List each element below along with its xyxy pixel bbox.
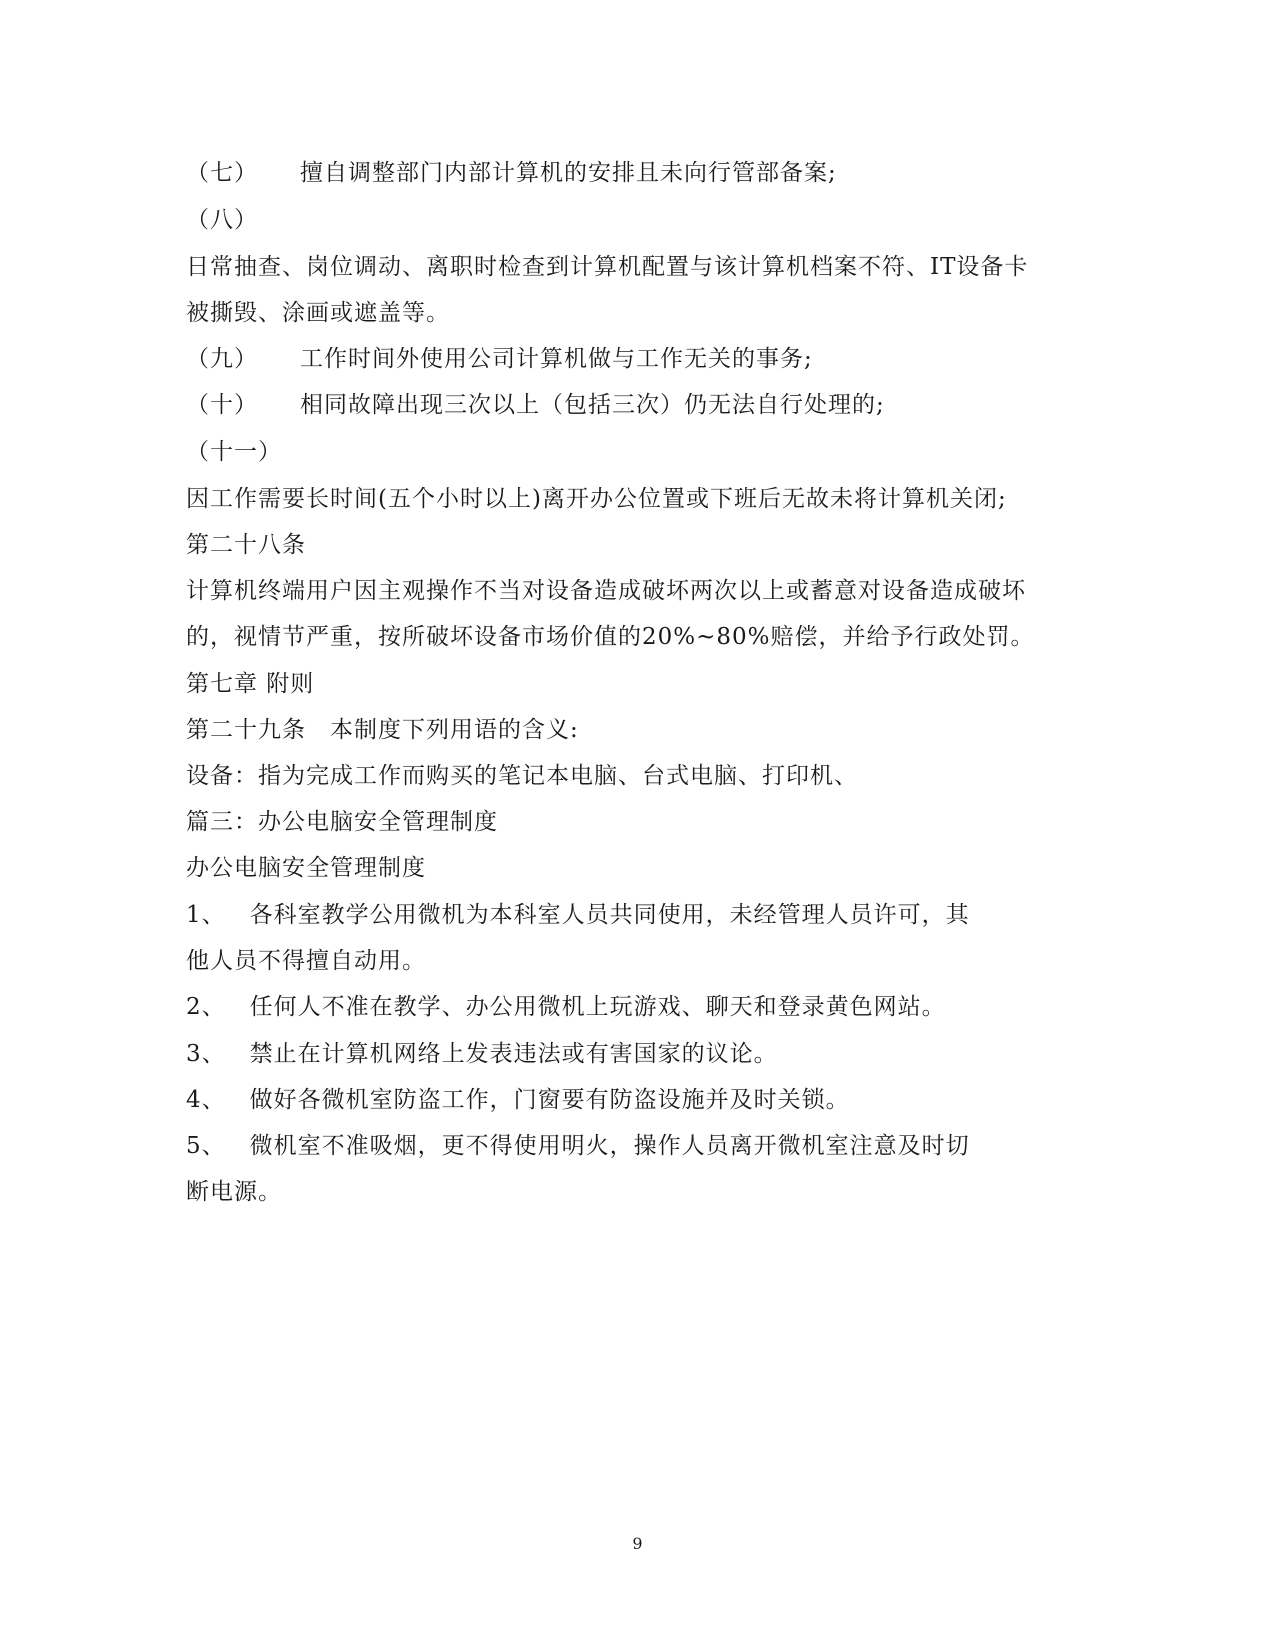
item-11-number: （十一） bbox=[186, 439, 282, 465]
item-10-number: （十） bbox=[186, 392, 258, 418]
article-28-heading: 第二十八条 bbox=[186, 532, 306, 558]
item-10-text: 相同故障出现三次以上（包括三次）仍无法自行处理的; bbox=[300, 392, 885, 418]
item-7-number: （七） bbox=[186, 160, 258, 186]
item-11-text: 因工作需要长时间(五个小时以上)离开办公位置或下班后无故未将计算机关闭; bbox=[186, 486, 1007, 512]
rule-5-number: 5、 bbox=[186, 1133, 226, 1159]
rule-2-text: 任何人不准在教学、办公用微机上玩游戏、聊天和登录黄色网站。 bbox=[249, 994, 946, 1020]
article-28-text-line-2: 的，视情节严重，按所破坏设备市场价值的20%~80%赔偿，并给予行政处罚。 bbox=[186, 624, 1035, 650]
rule-5-line bbox=[186, 1131, 970, 1161]
page-number: 9 bbox=[632, 1534, 643, 1553]
rule-3-number: 3、 bbox=[186, 1041, 226, 1067]
item-10-line bbox=[186, 390, 885, 420]
article-29-heading: 第二十九条 bbox=[186, 717, 306, 743]
rule-3-text: 禁止在计算机网络上发表违法或有害国家的议论。 bbox=[249, 1041, 778, 1067]
article-28-text-line-1: 计算机终端用户因主观操作不当对设备造成破坏两次以上或蓄意对设备造成破坏 bbox=[186, 578, 1026, 604]
rule-5-text: 微机室不准吸烟，更不得使用明火，操作人员离开微机室注意及时切 bbox=[249, 1133, 970, 1159]
rule-1-text: 各科室教学公用微机为本科室人员共同使用，未经管理人员许可，其 bbox=[249, 902, 970, 928]
rule-4-line bbox=[186, 1085, 850, 1115]
rule-4-text: 做好各微机室防盗工作，门窗要有防盗设施并及时关锁。 bbox=[249, 1087, 850, 1113]
article-29-line bbox=[186, 715, 579, 745]
item-8-text-line-1: 日常抽查、岗位调动、离职时检查到计算机配置与该计算机档案不符、IT设备卡 bbox=[186, 254, 1029, 280]
rule-2-number: 2、 bbox=[186, 994, 226, 1020]
rule-5-continuation: 断电源。 bbox=[186, 1179, 282, 1205]
chapter-7-heading: 第七章 附则 bbox=[186, 671, 315, 697]
item-9-line bbox=[186, 344, 813, 374]
item-8-number: （八） bbox=[186, 207, 258, 233]
part-3-heading: 篇三：办公电脑安全管理制度 bbox=[186, 809, 498, 835]
article-29-text: 本制度下列用语的含义: bbox=[330, 717, 579, 743]
rule-1-number: 1、 bbox=[186, 902, 226, 928]
item-8-text-line-2: 被撕毁、涂画或遮盖等。 bbox=[186, 300, 450, 326]
rule-1-continuation: 他人员不得擅自动用。 bbox=[186, 948, 426, 974]
item-9-number: （九） bbox=[186, 346, 258, 372]
definition-equipment: 设备：指为完成工作而购买的笔记本电脑、台式电脑、打印机、 bbox=[186, 763, 858, 789]
item-9-text: 工作时间外使用公司计算机做与工作无关的事务; bbox=[300, 346, 813, 372]
item-7-text: 擅自调整部门内部计算机的安排且未向行管部备案; bbox=[300, 160, 837, 186]
item-7-line bbox=[186, 158, 837, 188]
rule-4-number: 4、 bbox=[186, 1087, 226, 1113]
section-title: 办公电脑安全管理制度 bbox=[186, 855, 426, 881]
rule-2-line bbox=[186, 992, 946, 1022]
rule-3-line bbox=[186, 1039, 778, 1069]
rule-1-line bbox=[186, 900, 970, 930]
